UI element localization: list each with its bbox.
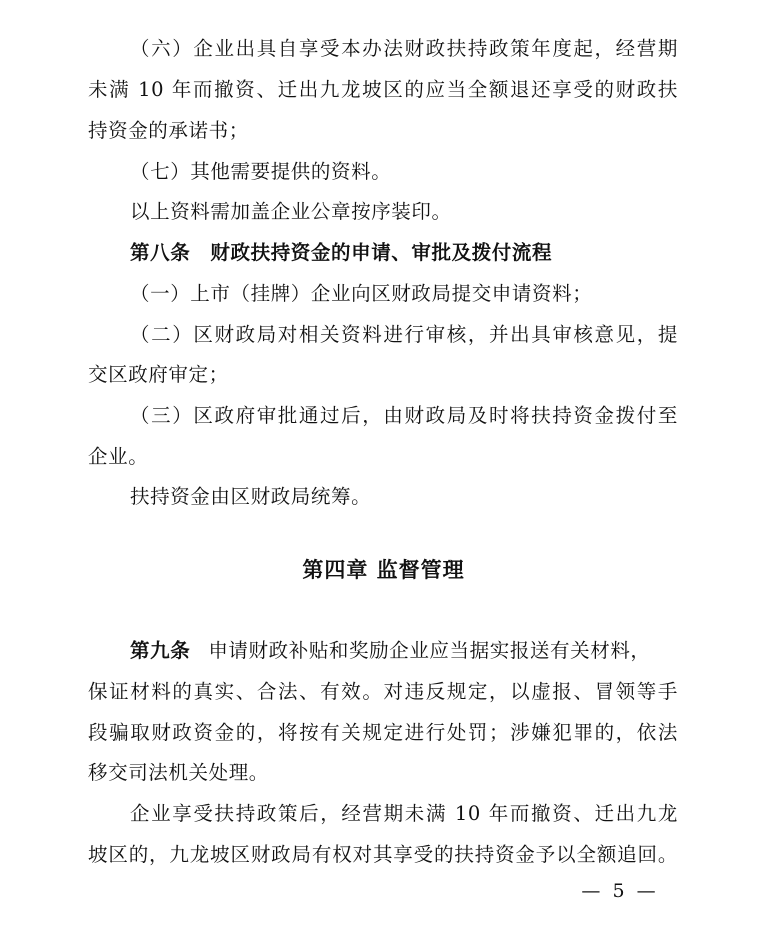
article-heading: 第八条 财政扶持资金的申请、审批及拨付流程: [130, 241, 553, 264]
article-text: 申请财政补贴和奖励企业应当据实报送有关材料，: [208, 639, 651, 662]
paragraph-line: 坡区的，九龙坡区财政局有权对其享受的扶持资金予以全额追回。: [88, 843, 678, 866]
paragraph-line: （二）区财政局对相关资料进行审核，并出具审核意见，提: [130, 323, 678, 346]
paragraph-line: （七）其他需要提供的资料。: [130, 160, 392, 183]
paragraph-line: 企业。: [88, 445, 149, 468]
paragraph-line: 以上资料需加盖企业公章按序装印。: [130, 200, 452, 223]
page-number: — 5 —: [581, 880, 659, 902]
paragraph-line: 移交司法机关处理。: [88, 761, 269, 784]
paragraph-line: 保证材料的真实、合法、有效。对违反规定，以虚报、冒领等手: [88, 680, 678, 703]
paragraph-line: （一）上市（挂牌）企业向区财政局提交申请资料；: [130, 282, 593, 305]
paragraph-line: 扶持资金由区财政局统筹。: [130, 485, 372, 508]
paragraph-line: （六）企业出具自享受本办法财政扶持政策年度起，经营期: [130, 37, 678, 60]
paragraph-line: 段骗取财政资金的，将按有关规定进行处罚；涉嫌犯罪的，依法: [88, 721, 678, 744]
paragraph-line: 交区政府审定；: [88, 363, 229, 386]
paragraph-line: （三）区政府审批通过后，由财政局及时将扶持资金拨付至: [130, 404, 678, 427]
paragraph-line: 持资金的承诺书；: [88, 119, 249, 142]
chapter-title: 第四章 监督管理: [302, 558, 465, 582]
paragraph-line: 未满 10 年而撤资、迁出九龙坡区的应当全额退还享受的财政扶: [88, 78, 678, 101]
article-line: [130, 638, 678, 664]
paragraph-line: 企业享受扶持政策后，经营期未满 10 年而撤资、迁出九龙: [130, 802, 678, 825]
article-label: 第九条: [130, 639, 191, 662]
